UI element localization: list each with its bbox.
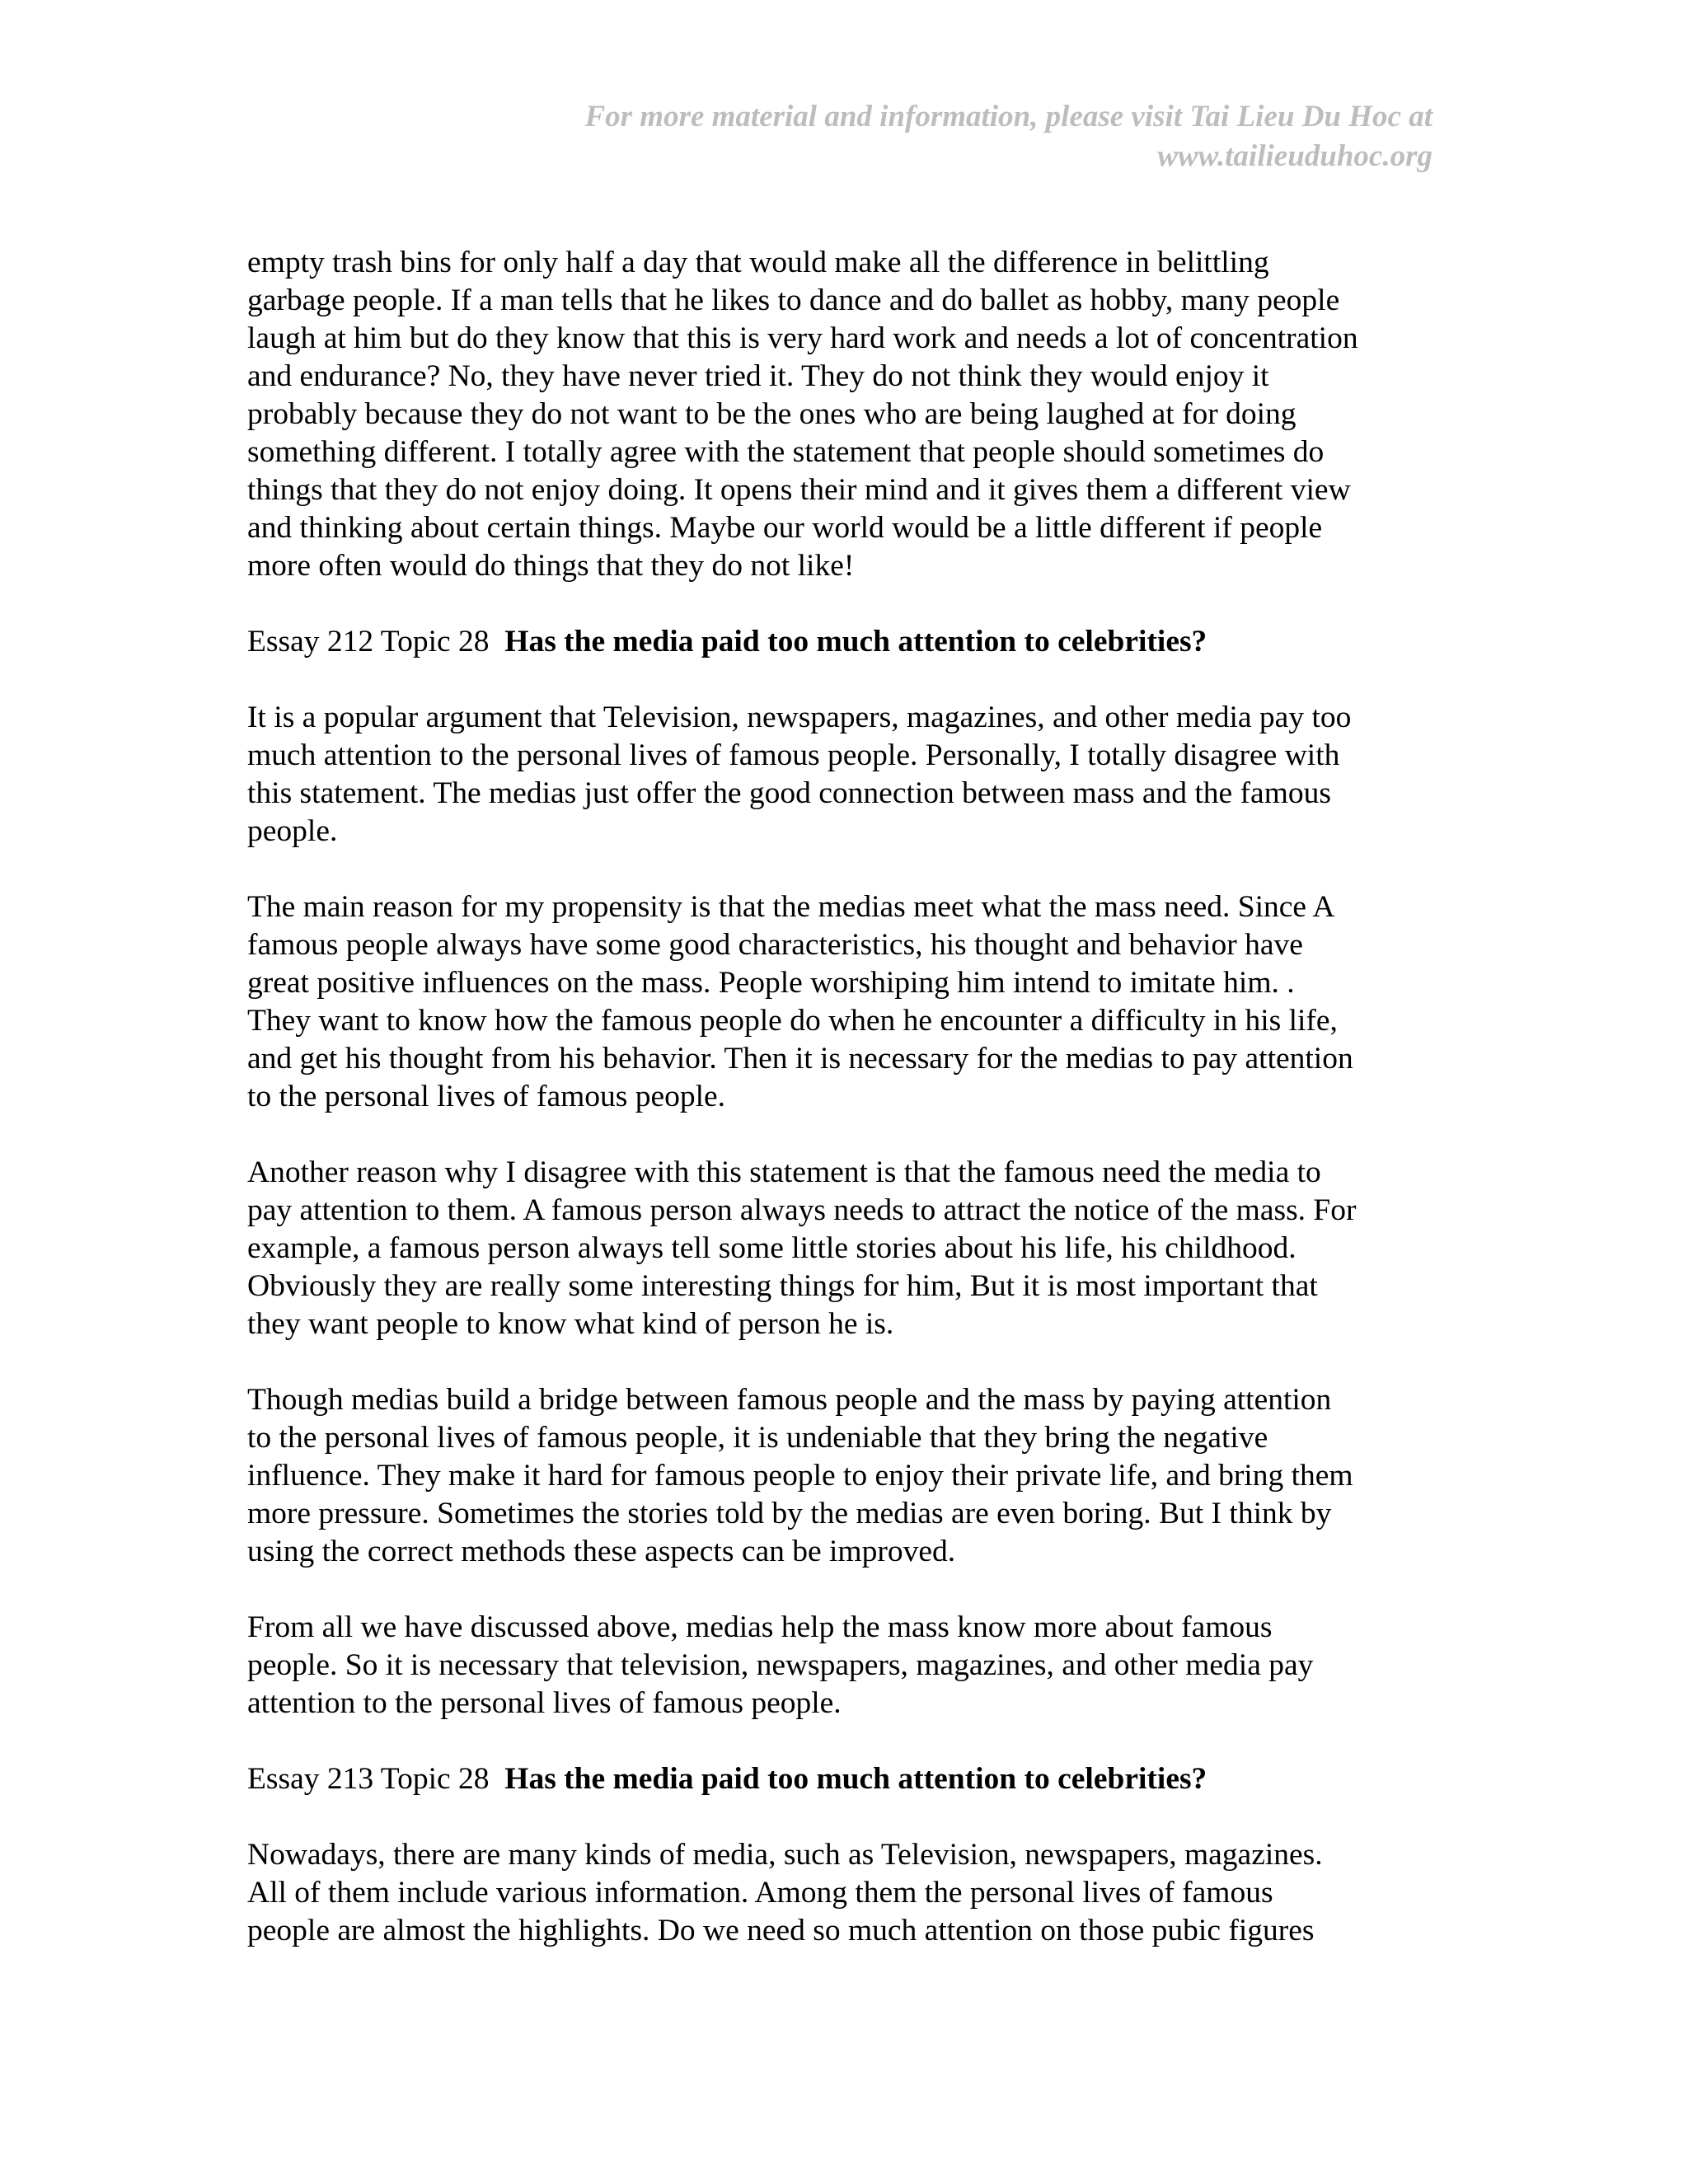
- essay-212-paragraph-1: [247, 699, 1434, 851]
- text-line: using the correct methods these aspects can be improved.: [247, 1535, 956, 1568]
- text-line: this statement. The medias just offer the good connection between mass and the famous: [247, 776, 1331, 810]
- text-line: people. So it is necessary that television, newspapers, magazines, and other media pay: [247, 1648, 1314, 1682]
- text-line: people are almost the highlights. Do we need so much attention on those pubic figures: [247, 1914, 1315, 1947]
- text-line: empty trash bins for only half a day that would make all the difference in belittling: [247, 246, 1269, 279]
- text-line: influence. They make it hard for famous people to enjoy their private life, and bring them: [247, 1459, 1353, 1493]
- text-line: example, a famous person always tell some little stories about his life, his childhood.: [247, 1231, 1296, 1265]
- essay-213-title: Has the media paid too much attention to celebrities?: [504, 1762, 1207, 1796]
- text-line: pay attention to them. A famous person always needs to attract the notice of the mass. For: [247, 1193, 1357, 1227]
- text-line: The main reason for my propensity is that the medias meet what the mass need. Since A: [247, 890, 1335, 924]
- document-body: [247, 244, 1434, 1988]
- essay-212-label: Essay 212 Topic 28: [247, 625, 490, 658]
- text-line: Another reason why I disagree with this statement is that the famous need the media to: [247, 1155, 1321, 1189]
- text-line: to the personal lives of famous people, it is undeniable that they bring the negative: [247, 1421, 1268, 1455]
- text-line: more often would do things that they do not like!: [247, 549, 855, 583]
- text-line: and get his thought from his behavior. Then it is necessary for the medias to pay attention: [247, 1042, 1353, 1076]
- text-line: famous people always have some good characteristics, his thought and behavior have: [247, 928, 1303, 962]
- text-line: much attention to the personal lives of famous people. Personally, I totally disagree with: [247, 738, 1340, 772]
- paragraph-continuation: [247, 244, 1434, 585]
- text-line: garbage people. If a man tells that he likes to dance and do ballet as hobby, many people: [247, 284, 1340, 317]
- text-line: things that they do not enjoy doing. It opens their mind and it gives them a different view: [247, 473, 1351, 507]
- text-line: to the personal lives of famous people.: [247, 1080, 726, 1113]
- essay-212-paragraph-4: [247, 1381, 1434, 1571]
- text-line: and thinking about certain things. Maybe our world would be a little different if people: [247, 511, 1323, 545]
- text-line: Nowadays, there are many kinds of media, such as Television, newspapers, magazines.: [247, 1838, 1323, 1872]
- essay-212-heading: [247, 623, 1434, 661]
- page-header: [361, 97, 1432, 176]
- essay-212-paragraph-5: [247, 1609, 1434, 1722]
- essay-213-heading: [247, 1760, 1434, 1798]
- text-line: It is a popular argument that Television, newspapers, magazines, and other media pay too: [247, 701, 1352, 734]
- essay-213-label: Essay 213 Topic 28: [247, 1762, 490, 1796]
- text-line: Obviously they are really some interesting things for him, But it is most important that: [247, 1269, 1318, 1303]
- text-line: From all we have discussed above, medias help the mass know more about famous: [247, 1610, 1273, 1644]
- essay-213-paragraph-1: [247, 1836, 1434, 1950]
- text-line: laugh at him but do they know that this is very hard work and needs a lot of concentration: [247, 321, 1358, 355]
- header-link-line: www.tailieuduhoc.org: [1157, 139, 1432, 173]
- essay-212-paragraph-2: [247, 888, 1434, 1116]
- text-line: great positive influences on the mass. People worshiping him intend to imitate him. .: [247, 966, 1295, 1000]
- text-line: Though medias build a bridge between famous people and the mass by paying attention: [247, 1383, 1332, 1417]
- essay-212-title: Has the media paid too much attention to celebrities?: [504, 625, 1207, 658]
- text-line: more pressure. Sometimes the stories told by the medias are even boring. But I think by: [247, 1497, 1332, 1530]
- text-line: something different. I totally agree with the statement that people should sometimes do: [247, 435, 1325, 469]
- text-line: people.: [247, 814, 338, 848]
- text-line: They want to know how the famous people do when he encounter a difficulty in his life,: [247, 1004, 1338, 1038]
- text-line: they want people to know what kind of person he is.: [247, 1307, 894, 1341]
- text-line: All of them include various information. Among them the personal lives of famous: [247, 1876, 1273, 1910]
- essay-212-paragraph-3: [247, 1154, 1434, 1343]
- text-line: attention to the personal lives of famous people.: [247, 1686, 842, 1720]
- header-line-1: For more material and information, please visit Tai Lieu Du Hoc at: [584, 100, 1432, 134]
- text-line: probably because they do not want to be the ones who are being laughed at for doing: [247, 397, 1296, 431]
- text-line: and endurance? No, they have never tried it. They do not think they would enjoy it: [247, 359, 1269, 393]
